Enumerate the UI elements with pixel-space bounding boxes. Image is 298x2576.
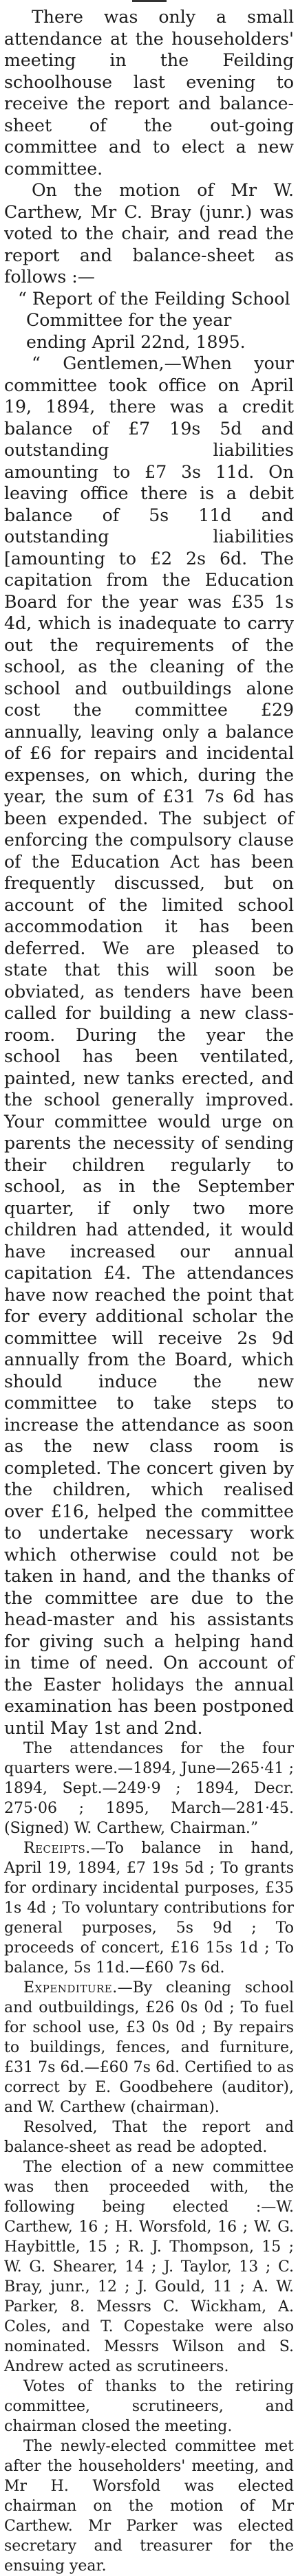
expenditure-label: Expenditure. — [23, 1979, 118, 1996]
receipts-label: Receipts. — [23, 1840, 91, 1857]
attendances-paragraph: The attendances for the four quarters were.—1894, June—265·41 ; 1894, Sept.—249·9 ; 1894, Decr. 275·06 ; 1895, March—281·45. (Signed) W. Carthew, Chairman.” — [4, 1740, 294, 1837]
column-divider-rule — [132, 0, 167, 2]
election-paragraph: The election of a new committee was then proceeded with, the following being elected :—W. Carthew, 16 ; H. Worsfold, 16 ; W. G. Haybittle, 15 ; R. J. Thompson, 15 ; W. G. Shearer, 14 ; J. Taylor, 13 ; C. Bray, junr., 12 ; J. Gould, 11 ; A. W. Parker, 8. Messrs C. Wickham, A. Coles, and T. Copestake were also nominated. Messrs Wilson and S. Andrew acted as scrutineers. — [4, 2159, 294, 2375]
thanks-paragraph: Votes of thanks to the retiring committee, scrutineers, and chairman closed the meeting. — [4, 2378, 294, 2435]
receipts-text: —To balance in hand, April 19, 1894, £7 19s 5d ; To grants for ordinary incidental purposes, £35 1s 4d ; To voluntary contributions for general purposes, 5s 9d ; To proceeds of concert, £16 15s 1d ; To balance, 5s 11d.—£60 7s 6d. — [4, 1840, 294, 1977]
report-title: “ Report of the Feilding School Committee for the year ending April 22nd, 1895. — [18, 288, 290, 352]
expenditure-text: —By cleaning school and outbuildings, £26 0s 0d ; To fuel for school use, £3 0s 0d ; By repairs to buildings, fences, and furniture, £31 7s 6d.—£60 7s 6d. Certified to as correct by E. Goodbehere (auditor), and W. Carthew (chairman). — [4, 1979, 294, 2116]
motion-paragraph: On the motion of Mr W. Carthew, Mr C. Bray (junr.) was voted to the chair, and read the report and balance-sheet as follows :— — [4, 180, 294, 287]
newly-elected-paragraph: The newly-elected committee met after the householders' meeting, and Mr H. Worsfold was elected chairman on the motion of Mr Carthew. Mr Parker was elected secretary and treasurer for the ensuing year. — [4, 2438, 294, 2575]
intro-paragraph: There was only a small attendance at the householders' meeting in the Feilding schoolhouse last evening to receive the report and balance-sheet of the out-going committee and to elect a new committee. — [4, 7, 294, 179]
resolved-paragraph: Resolved, That the report and balance-sheet as read be adopted. — [4, 2119, 294, 2156]
expenditure-paragraph — [4, 1978, 294, 2117]
report-body: “ Gentlemen,—When your committee took office on April 19, 1894, there was a credit balance of £7 19s 5d and outstanding liabilities amounting to £7 3s 11d. On leaving office there is a debit balance of 5s 11d and outstanding liabilities [amounting to £2 2s 6d. The capitation from the Education Board for the year was £35 1s 4d, which is inadequate to carry out the requirements of the school, as the cleaning of the school and outbuildings alone cost the committee £29 annually, leaving only a balance of £6 for repairs and incidental expenses, on which, during the year, the sum of £31 7s 6d has been expended. The subject of enforcing the compulsory clause of the Education Act has been frequently discussed, but on account of the limited school accommodation it has been deferred. We are pleased to state that this will soon be obviated, as tenders have been called for building a new class-room. During the year the school has been ventilated, painted, new tanks erected, and the school generally improved. Your committee would urge on parents the necessity of sending their children regularly to school, as in the September quarter, if only two more children had attended, it would have increased our annual capitation £4. The attendances have now reached the point that for every additional scholar the committee will receive 2s 9d annually from the Board, which should induce the new committee to take steps to increase the attendance as soon as the new class room is completed. The concert given by the children, which realised over £16, helped the committee to undertake necessary work which otherwise could not be taken in hand, and the thanks of the committee are due to the head-master and his assistants for giving such a helping hand in time of need. On account of the Easter holidays the annual examination has been postponed until May 1st and 2nd. — [4, 353, 294, 1738]
receipts-paragraph — [4, 1838, 294, 1978]
